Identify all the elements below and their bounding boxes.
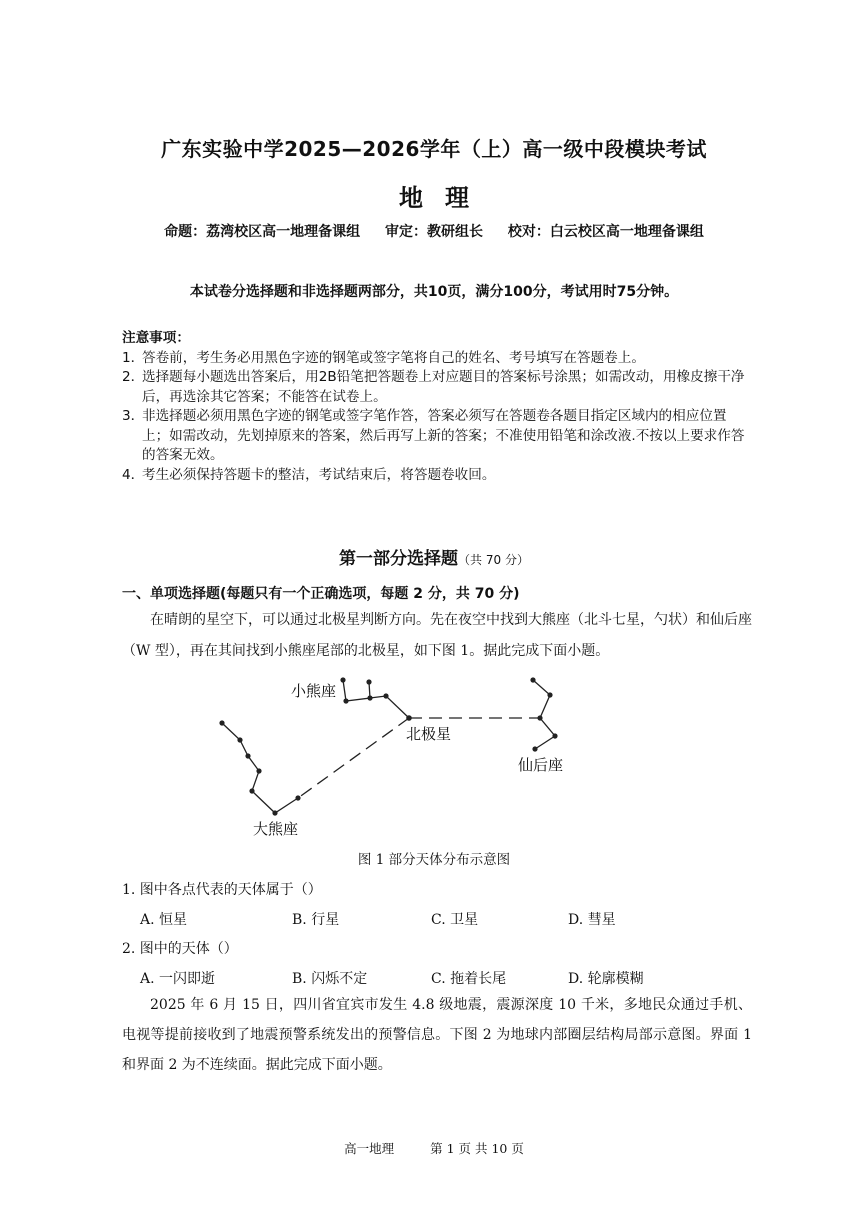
part-title-text: 第一部分选择题 bbox=[339, 549, 459, 569]
question-2-option-d: D. 轮廓模糊 bbox=[568, 971, 644, 987]
note-text: 考生必须保持答题卡的整洁，考试结束后，将答题卷收回。 bbox=[142, 466, 496, 483]
question-2-stem: 2. 图中的天体（） bbox=[122, 941, 238, 957]
star-dot bbox=[343, 698, 348, 703]
cassiopeia-label: 仙后座 bbox=[518, 756, 564, 774]
part-title bbox=[0, 544, 868, 569]
passage-1: 在晴朗的星空下，可以通过北极星判断方向。先在夜空中找到大熊座（北斗七星，勺状）和仙后座（W 型），再在其间找到小熊座尾部的北极星，如下图 1。据此完成下面小题。 bbox=[122, 612, 752, 659]
star-dot bbox=[295, 795, 300, 800]
author-credit: 命题：荔湾校区高一地理备课组 bbox=[164, 224, 361, 240]
constellation-figure bbox=[205, 670, 605, 850]
note-text: 选择题每小题选出答案后，用2B铅笔把答题卷上对应题目的答案标号涂黑；如需改动，用橡皮擦干净后，再选涂其它答案；不能答在试卷上。 bbox=[142, 369, 745, 405]
question-2-option-c: C. 拖着长尾 bbox=[431, 971, 507, 987]
figure-caption: 图 1 部分天体分布示意图 bbox=[357, 852, 511, 868]
star-dot bbox=[272, 810, 277, 815]
star-dot bbox=[237, 737, 242, 742]
star-dot bbox=[219, 720, 224, 725]
star-dot bbox=[249, 788, 254, 793]
subject-title: 地理 bbox=[399, 184, 491, 212]
question-1-option-a: A. 恒星 bbox=[140, 912, 188, 928]
credits-line bbox=[0, 221, 868, 241]
little-dipper-lines bbox=[343, 680, 370, 701]
big-dipper-label: 大熊座 bbox=[253, 820, 299, 838]
star-dot bbox=[537, 715, 542, 720]
exam-title: 广东实验中学2025—2026学年（上）高一级中段模块考试 bbox=[161, 137, 707, 161]
question-1-option-b: B. 行星 bbox=[292, 912, 340, 928]
polaris-bigdipper-dash bbox=[298, 718, 409, 798]
exam-intro: 本试卷分选择题和非选择题两部分，共10页，满分100分，考试用时75分钟。 bbox=[189, 284, 679, 300]
star-dot bbox=[245, 753, 250, 758]
little-dipper-label: 小熊座 bbox=[291, 682, 337, 700]
note-number: 4． bbox=[122, 466, 145, 483]
note-item bbox=[122, 407, 752, 466]
star-dot bbox=[383, 693, 388, 698]
question-2-option-b: B. 闪烁不定 bbox=[292, 971, 368, 987]
star-dot bbox=[530, 677, 535, 682]
question-1-option-d: D. 彗星 bbox=[568, 912, 616, 928]
footer-subject: 高一地理 bbox=[344, 1141, 395, 1156]
footer-page: 第 1 页 共 10 页 bbox=[430, 1141, 524, 1156]
note-item bbox=[122, 368, 752, 407]
polaris-label: 北极星 bbox=[406, 725, 452, 743]
section-heading: 一、单项选择题(每题只有一个正确选项，每题 2 分，共 70 分) bbox=[122, 586, 520, 602]
star-dot bbox=[256, 768, 261, 773]
proofreader-credit: 校对：白云校区高一地理备课组 bbox=[507, 224, 704, 240]
star-dot bbox=[367, 695, 372, 700]
note-number: 1． bbox=[122, 349, 145, 366]
part-score: （共 70 分） bbox=[458, 553, 529, 567]
note-text: 答卷前，考生务必用黑色字迹的钢笔或签字笔将自己的姓名、考号填写在答题卷上。 bbox=[142, 349, 645, 366]
cassiopeia-lines bbox=[533, 680, 555, 749]
note-item bbox=[122, 349, 752, 369]
reviewer-credit: 审定：教研组长 bbox=[385, 224, 483, 240]
star-dot bbox=[547, 692, 552, 697]
note-number: 2． bbox=[122, 369, 145, 385]
star-dot bbox=[552, 733, 557, 738]
passage-2: 2025 年 6 月 15 日，四川省宜宾市发生 4.8 级地震，震源深度 10 千米，多地民众通过手机、电视等提前接收到了地震预警系统发出的预警信息。下图 2 为地球内部圈层结构局部示意图。界面 1 和界面 2 为不连续面。据此完成下面小题。 bbox=[122, 997, 752, 1073]
note-item bbox=[122, 466, 752, 486]
big-dipper-lines bbox=[222, 723, 298, 813]
question-1-option-c: C. 卫星 bbox=[431, 912, 479, 928]
note-number: 3． bbox=[122, 408, 145, 424]
star-dot bbox=[532, 746, 537, 751]
note-text: 非选择题必须用黑色字迹的钢笔或签字笔作答，答案必须写在答题卷各题目指定区域内的相应位置上；如需改动，先划掉原来的答案，然后再写上新的答案；不准使用铅笔和涂改液.不按以上要求作答的答案无效。 bbox=[142, 408, 745, 463]
polaris-dot bbox=[406, 715, 412, 721]
notes-heading: 注意事项： bbox=[122, 330, 190, 346]
little-dipper-tail bbox=[370, 696, 409, 718]
star-dot bbox=[366, 679, 371, 684]
notes-block bbox=[122, 329, 752, 485]
page-footer bbox=[0, 1139, 868, 1157]
question-2-option-a: A. 一闪即逝 bbox=[140, 971, 216, 987]
star-dot bbox=[340, 677, 345, 682]
question-1-stem: 1. 图中各点代表的天体属于（） bbox=[122, 882, 322, 898]
